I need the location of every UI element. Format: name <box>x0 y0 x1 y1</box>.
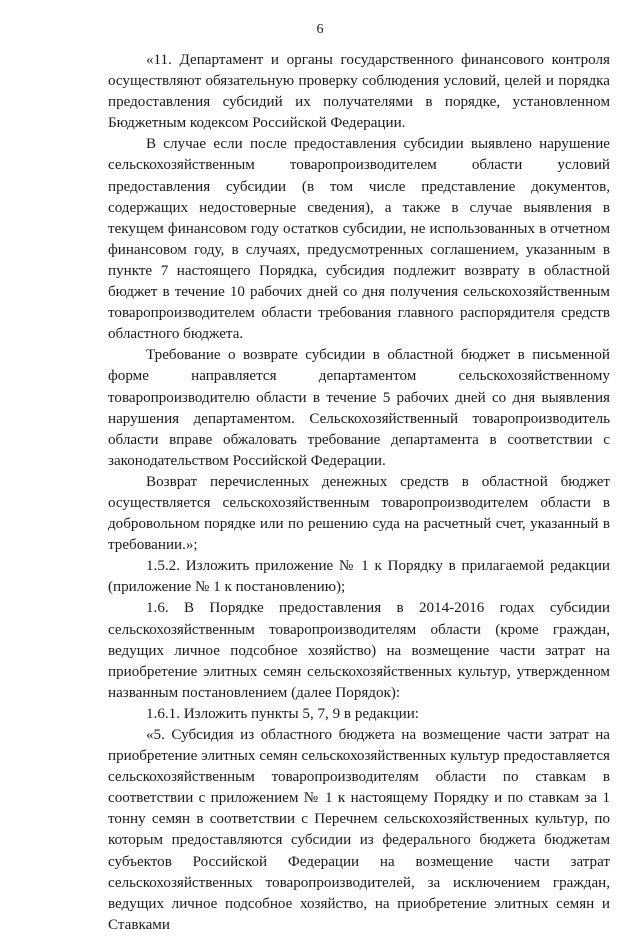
document-body <box>108 44 610 936</box>
paragraph-1-5-2: 1.5.2. Изложить приложение № 1 к Порядку в прилагаемой редакции (приложение № 1 к постановлению); <box>108 558 610 596</box>
page-number: 6 <box>316 22 324 37</box>
paragraph-item-11: «11. Департамент и органы государственного финансового контроля осуществляют обязательную проверку соблюдения условий, целей и порядка предоставления субсидий их получателями в порядке, установленном Бюджетным кодексом Российской Федерации. <box>108 52 610 132</box>
paragraph-subsidy-violation: В случае если после предоставления субсидии выявлено нарушение сельскохозяйственным товаропроизводителем области условий предоставления субсидии (в том числе представление документов, содержащих недостоверные сведения), а также в случае выявления в текущем финансовом году остатков субсидии, не использованных в отчетном финансовом году, в случаях, предусмотренных соглашением, указанным в пункте 7 настоящего Порядка, субсидия подлежит возврату в областной бюджет в течение 10 рабочих дней со дня получения сельскохозяйственным товаропроизводителем области требования главного распорядителя средств областного бюджета. <box>108 136 610 343</box>
paragraph-item-5: «5. Субсидия из областного бюджета на возмещение части затрат на приобретение элитных семян сельскохозяйственных культур предоставляется сельскохозяйственным товаропроизводителям области по ставкам в соответствии с приложением № 1 к настоящему Порядку и по ставкам за 1 тонну семян в соответствии с Перечнем сельскохозяйственных культур, по которым предоставляются субсидии из федерального бюджета бюджетам субъектов Российской Федерации на возмещение части затрат сельскохозяйственных товаропроизводителей, за исключением граждан, ведущих личное подсобное хозяйство, на приобретение элитных семян и Ставками <box>108 727 610 933</box>
paragraph-funds-return: Возврат перечисленных денежных средств в областной бюджет осуществляется сельскохозяйственным товаропроизводителем области в добровольном порядке или по решению суда на расчетный счет, указанный в требовании.»; <box>108 473 610 554</box>
paragraph-return-requirement: Требование о возврате субсидии в областной бюджет в письменной форме направляется департаментом сельскохозяйственному товаропроизводителю области в течение 5 рабочих дней со дня выявления нарушения департаментом. Сельскохозяйственный товаропроизводитель области вправе обжаловать требование департамента в соответствии с законодательством Российской Федерации. <box>108 347 610 469</box>
paragraph-1-6: 1.6. В Порядке предоставления в 2014-2016 годах субсидии сельскохозяйственным товаропроизводителям области (кроме граждан, ведущих личное подсобное хозяйство) на возмещение части затрат на приобретение элитных семян сельскохозяйственных культур, утвержденном названным постановлением (далее Порядок): <box>108 600 610 701</box>
paragraph-1-6-1: 1.6.1. Изложить пункты 5, 7, 9 в редакции: <box>146 705 419 722</box>
